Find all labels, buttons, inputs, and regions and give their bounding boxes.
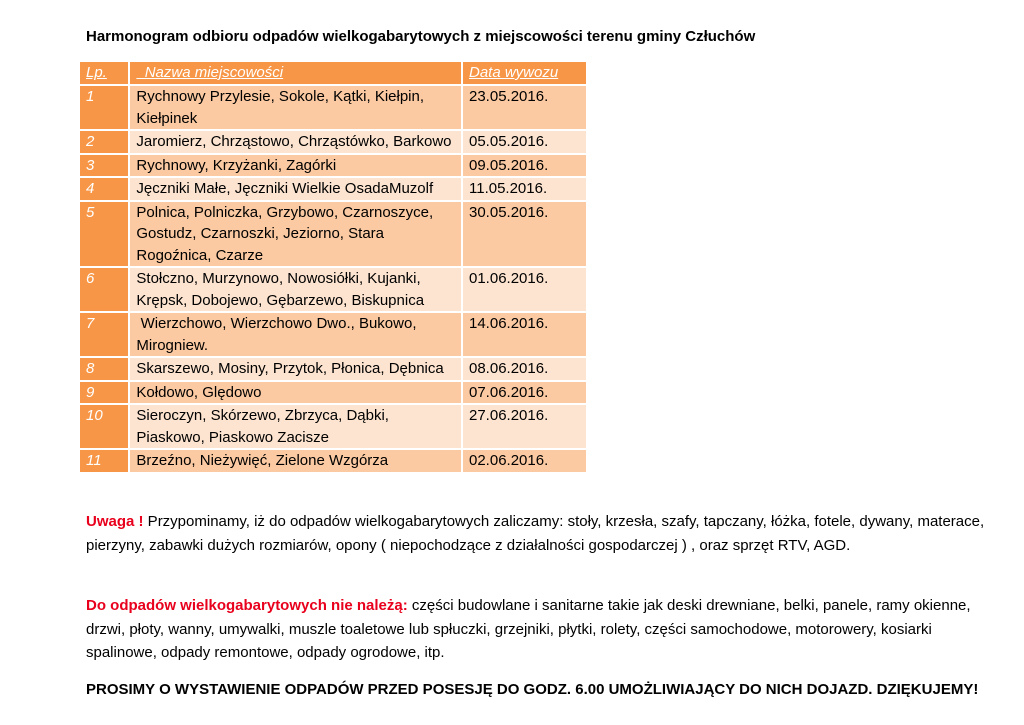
table-body <box>80 86 588 474</box>
pickup-date: 23.05.2016. <box>463 86 588 131</box>
table-row <box>80 131 588 155</box>
exclusions-label: Do odpadów wielkogabarytowych nie należą: <box>86 597 408 614</box>
reminder-paragraph <box>86 510 986 557</box>
closing-request: PROSIMY O WYSTAWIENIE ODPADÓW PRZED POSESJĘ DO GODZ. 6.00 UMOŻLIWIAJĄCY DO NICH DOJAZD. DZIĘKUJEMY! <box>86 681 979 698</box>
row-number: 9 <box>80 382 130 406</box>
table-row <box>80 358 588 382</box>
locality-names: Kołdowo, Ględowo <box>130 382 463 406</box>
locality-names: Sieroczyn, Skórzewo, Zbrzyca, Dąbki, Piaskowo, Piaskowo Zacisze <box>130 405 463 450</box>
table-row <box>80 178 588 202</box>
locality-names: Rychnowy Przylesie, Sokole, Kątki, Kiełpin, Kiełpinek <box>130 86 463 131</box>
locality-names: Stołczno, Murzynowo, Nowosiółki, Kujanki, Krępsk, Dobojewo, Gębarzewo, Biskupnica <box>130 268 463 313</box>
locality-names: Jęczniki Małe, Jęczniki Wielkie OsadaMuzolf <box>130 178 463 202</box>
table-row <box>80 450 588 474</box>
pickup-date: 11.05.2016. <box>463 178 588 202</box>
reminder-label: Uwaga ! <box>86 513 144 530</box>
locality-names: Skarszewo, Mosiny, Przytok, Płonica, Dębnica <box>130 358 463 382</box>
header-lp: Lp. <box>80 62 130 86</box>
row-number: 1 <box>80 86 130 131</box>
locality-names: Polnica, Polniczka, Grzybowo, Czarnoszyce, Gostudz, Czarnoszki, Jeziorno, Stara Rogoźnica, Czarze <box>130 202 463 269</box>
row-number: 10 <box>80 405 130 450</box>
row-number: 3 <box>80 155 130 179</box>
exclusions-paragraph <box>86 594 986 665</box>
row-number: 6 <box>80 268 130 313</box>
locality-names: Brzeźno, Nieżywięć, Zielone Wzgórza <box>130 450 463 474</box>
table-row <box>80 405 588 450</box>
pickup-date: 30.05.2016. <box>463 202 588 269</box>
pickup-date: 09.05.2016. <box>463 155 588 179</box>
header-name: Nazwa miejscowości <box>130 62 463 86</box>
table-row <box>80 382 588 406</box>
table-row <box>80 155 588 179</box>
document-title: Harmonogram odbioru odpadów wielkogabarytowych z miejscowości terenu gminy Człuchów <box>86 28 756 45</box>
table-row <box>80 202 588 269</box>
locality-names: Wierzchowo, Wierzchowo Dwo., Bukowo, Mirogniew. <box>130 313 463 358</box>
pickup-date: 01.06.2016. <box>463 268 588 313</box>
row-number: 4 <box>80 178 130 202</box>
pickup-date: 05.05.2016. <box>463 131 588 155</box>
row-number: 5 <box>80 202 130 269</box>
locality-names: Jaromierz, Chrząstowo, Chrząstówko, Barkowo <box>130 131 463 155</box>
header-date: Data wywozu <box>463 62 588 86</box>
pickup-date: 27.06.2016. <box>463 405 588 450</box>
pickup-date: 02.06.2016. <box>463 450 588 474</box>
table-row <box>80 268 588 313</box>
row-number: 7 <box>80 313 130 358</box>
row-number: 8 <box>80 358 130 382</box>
schedule-table <box>80 62 588 474</box>
reminder-text: Przypominamy, iż do odpadów wielkogabarytowych zaliczamy: stoły, krzesła, szafy, tapczany, łóżka, fotele, dywany, materace, pierzyny, zabawki dużych rozmiarów, opony ( niepochodzące z działalności gospodarczej ) , oraz sprzęt RTV, AGD. <box>86 513 985 554</box>
table-header-row <box>80 62 588 86</box>
table-row <box>80 313 588 358</box>
locality-names: Rychnowy, Krzyżanki, Zagórki <box>130 155 463 179</box>
row-number: 2 <box>80 131 130 155</box>
table-row <box>80 86 588 131</box>
pickup-date: 08.06.2016. <box>463 358 588 382</box>
exclusions-text: części budowlane i sanitarne takie jak deski drewniane, belki, panele, ramy okienne, drzwi, płoty, wanny, umywalki, muszle toaletowe lub spłuczki, grzejniki, płytki, rolety, części samochodowe, motorowery, kosiarki spalinowe, odpady remontowe, odpady ogrodowe, itp. <box>86 597 971 661</box>
row-number: 11 <box>80 450 130 474</box>
pickup-date: 07.06.2016. <box>463 382 588 406</box>
pickup-date: 14.06.2016. <box>463 313 588 358</box>
